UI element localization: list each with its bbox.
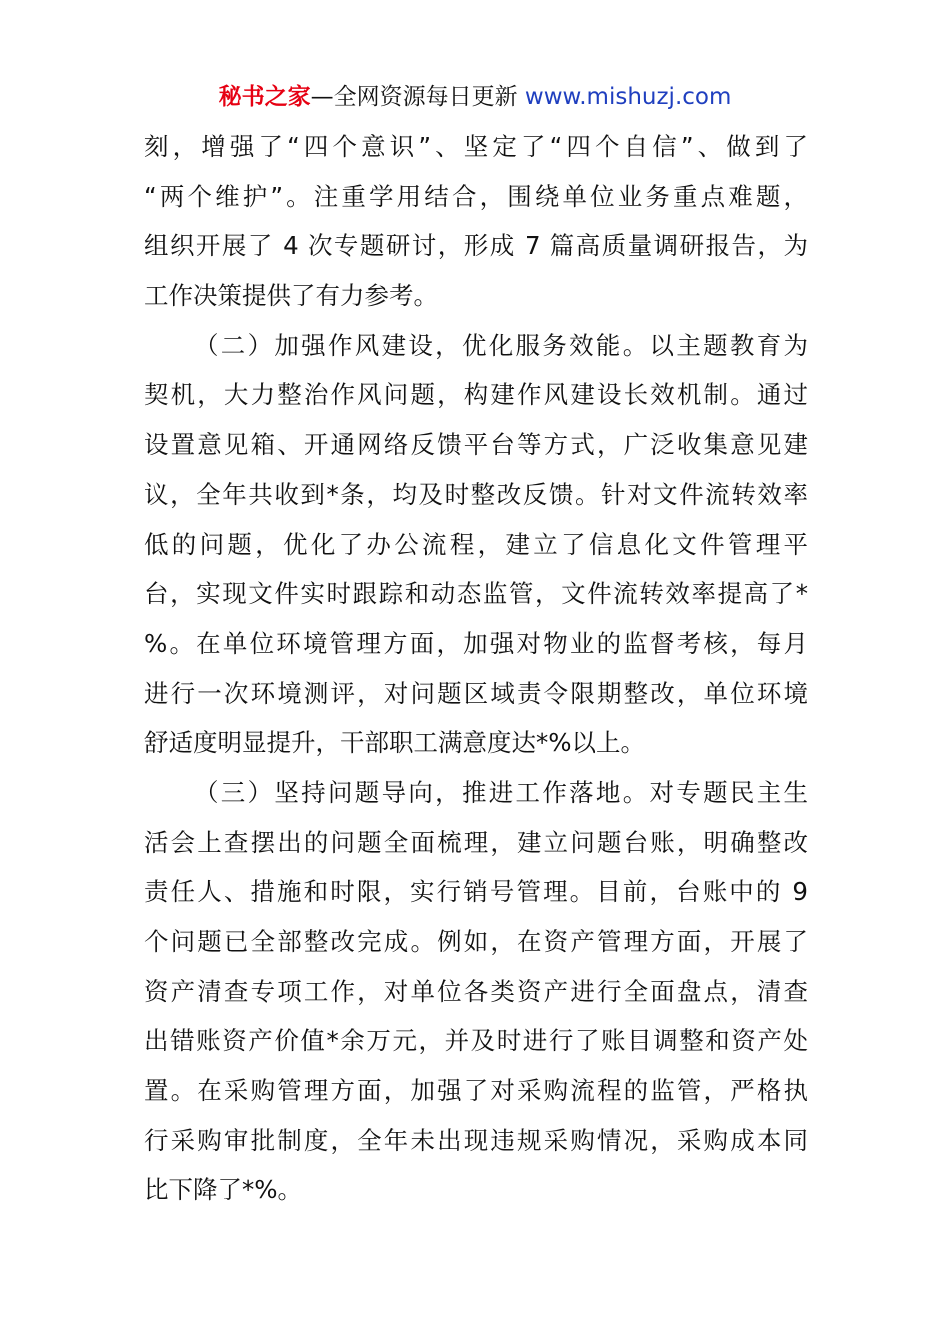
text-line: 进行一次环境测评，对问题区域责令限期整改，单位环境 — [144, 678, 808, 708]
section-heading-line: （二）加强作风建设，优化服务效能。以主题教育为 — [194, 330, 808, 360]
text-line: 责任人、措施和时限，实行销号管理。目前，台账中的 9 — [144, 877, 808, 907]
text-line: 行采购审批制度，全年未出现违规采购情况，采购成本同 — [144, 1125, 808, 1155]
text-line: 低的问题，优化了办公流程，建立了信息化文件管理平 — [144, 529, 808, 559]
site-header — [0, 80, 950, 114]
text-line: 比下降了*%。 — [144, 1175, 303, 1205]
text-line: 契机，大力整治作风问题，构建作风建设长效机制。通过 — [144, 380, 808, 410]
text-line: %。在单位环境管理方面，加强对物业的监督考核，每月 — [144, 628, 808, 658]
text-line: 活会上查摆出的问题全面梳理，建立问题台账，明确整改 — [144, 827, 808, 857]
site-brand: 秘书之家 — [218, 84, 311, 110]
text-line: “两个维护”。注重学用结合，围绕单位业务重点难题， — [144, 181, 808, 211]
text-line: 出错账资产价值*余万元，并及时进行了账目调整和资产处 — [144, 1026, 808, 1056]
text-line: 舒适度明显提升，干部职工满意度达*%以上。 — [144, 728, 646, 758]
text-line: 设置意见箱、开通网络反馈平台等方式，广泛收集意见建 — [144, 430, 808, 460]
text-line: 台，实现文件实时跟踪和动态监管，文件流转效率提高了* — [144, 579, 808, 609]
site-url-link[interactable]: www.mishuzj.com — [524, 84, 732, 110]
text-line: 刻，增强了“四个意识”、坚定了“四个自信”、做到了 — [144, 132, 808, 161]
text-line: 议，全年共收到*条，均及时整改反馈。针对文件流转效率 — [144, 479, 808, 509]
site-tagline: —全网资源每日更新 — [310, 84, 525, 110]
document-body — [144, 122, 808, 1215]
text-line: 组织开展了 4 次专题研讨，形成 7 篇高质量调研报告，为 — [144, 231, 808, 261]
text-line: 工作决策提供了有力参考。 — [144, 281, 438, 311]
section-heading-line: （三）坚持问题导向，推进工作落地。对专题民主生 — [194, 777, 808, 807]
text-line: 置。在采购管理方面，加强了对采购流程的监管，严格执 — [144, 1076, 808, 1106]
text-line: 个问题已全部整改完成。例如，在资产管理方面，开展了 — [144, 927, 808, 956]
text-line: 资产清查专项工作，对单位各类资产进行全面盘点，清查 — [144, 976, 808, 1006]
